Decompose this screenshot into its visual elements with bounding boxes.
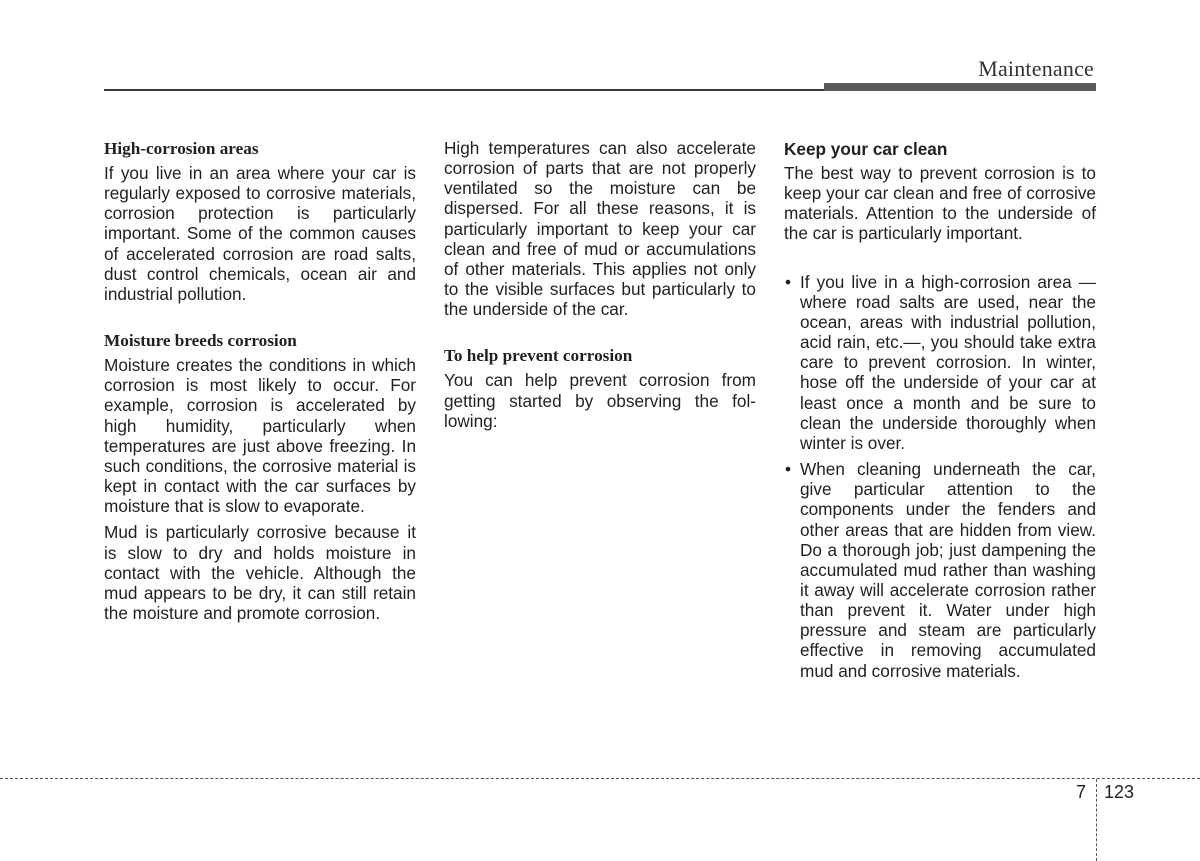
heading-high-corrosion-areas: High-corrosion areas bbox=[104, 139, 259, 158]
paragraph-moisture: Moisture creates the conditions in which corrosion is most likely to occur. For example, corrosion is accelerated by high humidity, particularly when temperatures are just above freezing. In such conditions, the corrosive material is kept in contact with the car surfaces by moisture that is slow to evaporate. bbox=[104, 355, 416, 517]
heading-keep-car-clean: Keep your car clean bbox=[784, 139, 948, 159]
paragraph-keep-clean: The best way to prevent corrosion is to keep your car clean and free of corrosive materials. Attention to the underside of the car is particularly important. bbox=[784, 163, 1096, 244]
footer-rule bbox=[0, 778, 1200, 779]
paragraph-help-prevent: You can help prevent corrosion from getting started by observing the following: bbox=[444, 370, 756, 431]
column-left bbox=[104, 138, 416, 629]
column-middle bbox=[444, 138, 756, 437]
header-rule bbox=[104, 89, 824, 91]
list-item bbox=[784, 459, 1096, 681]
list-item-text: When cleaning underneath the car, give particular attention to the components under the fenders and other areas that are hidden from view. Do a thorough job; just dampening the accumulated mud rather than washing it away will accelerate corrosion rather than prevent it. Water under high pressure and steam are particularly effective in removing accumulated mud and corrosive materials. bbox=[800, 459, 1096, 681]
paragraph-high-temperatures: High temperatures can also accelerate corrosion of parts that are not properly ventilated so the moisture can be dispersed. For all these reasons, it is particularly important to keep your car clean and free of mud or accumulations of other materials. This applies not only to the visible surfaces but particularly to the underside of the car. bbox=[444, 138, 756, 320]
footer-divider bbox=[1096, 779, 1097, 861]
chapter-number: 7 bbox=[1076, 782, 1087, 802]
section-title: Maintenance bbox=[978, 56, 1094, 81]
bullet-icon: • bbox=[785, 459, 792, 480]
header-rule-accent bbox=[824, 83, 1096, 91]
paragraph-high-corrosion: If you live in an area where your car is regularly exposed to corrosive materials, corrosion protection is particularly important. Some of the common causes of accelerated corrosion are road salts, dust control chemicals, ocean air and industrial pollution. bbox=[104, 163, 416, 304]
heading-help-prevent-corrosion: To help prevent corrosion bbox=[444, 346, 633, 366]
bullet-icon: • bbox=[785, 271, 792, 292]
bullet-list bbox=[784, 272, 1096, 681]
list-item-text: If you live in a high-corrosion area — where road salts are used, near the ocean, areas with industrial pollution, acid rain, etc.—, you should take extra care to prevent corrosion. In winter, hose off the underside of your car at least once a month and be sure to clean the underside thoroughly when winter is over. bbox=[800, 271, 1096, 453]
column-right bbox=[784, 138, 1096, 687]
heading-moisture-breeds-corrosion: Moisture breeds corrosion bbox=[104, 331, 297, 351]
list-item bbox=[784, 272, 1096, 453]
paragraph-mud: Mud is particularly corrosive because it is slow to dry and holds moisture in contact with the vehicle. Although the mud appears to be dry, it can still retain the moisture and promote corrosion. bbox=[104, 522, 416, 623]
page-number: 123 bbox=[1104, 782, 1135, 802]
